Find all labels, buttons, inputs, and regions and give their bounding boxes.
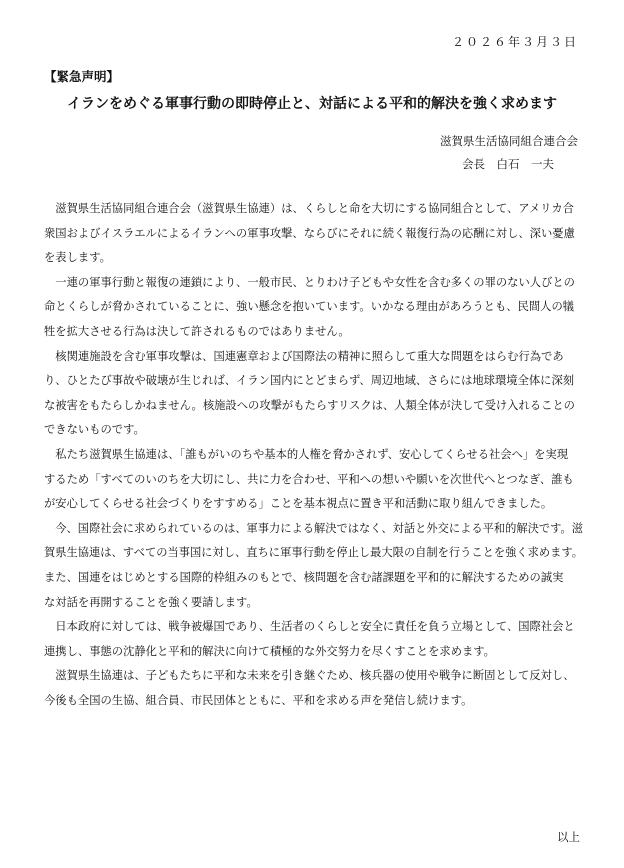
- body-line: 核関連施設を含む軍事攻撃は、国連憲章および国際法の精神に照らして重大な問題をはらむ行為であ: [55, 349, 564, 363]
- body-line: 牲を拡大させる行為は決して許されるものではありません。: [44, 324, 350, 338]
- body-line: また、国連をはじめとする国際的枠組みのもとで、核問題を含む諸課題を平和的に解決するための誠実: [44, 570, 564, 584]
- body-line: 滋賀県生協連は、子どもたちに平和な未来を引き継ぐため、核兵器の使用や戦争に断固として反対し、: [55, 669, 575, 683]
- body-line: 連携し、事態の沈静化と平和的解決に向けて積極的な外交努力を尽くすことを求めます。: [44, 644, 495, 658]
- organization-name: 滋賀県生活協同組合連合会: [440, 134, 578, 148]
- closing-mark: 以上: [557, 830, 580, 844]
- body-line: が安心してくらせる社会づくりをすすめる」ことを基本視点に置き平和活動に取り組んできました。: [44, 497, 553, 511]
- body-line: 今、国際社会に求められているのは、軍事力による解決ではなく、対話と外交による平和的解決です。滋: [55, 521, 583, 535]
- body-line: 一連の軍事行動と報復の連鎖により、一般市民、とりわけ子どもや女性を含む多くの罪のない人びとの: [55, 275, 575, 289]
- body-line: な対話を再開することを強く要請します。: [44, 595, 258, 609]
- body-line: を表します。: [44, 251, 111, 265]
- body-line: 今後も全国の生協、組合員、市民団体とともに、平和を求める声を発信し続けます。: [44, 693, 473, 707]
- statement-body: [44, 197, 584, 713]
- statement-title: イランをめぐる軍事行動の即時停止と、対話による平和的解決を強く求めます: [67, 96, 557, 112]
- statement-date: ２０２６年３月３日: [451, 35, 578, 49]
- body-line: な被害をもたらしかねません。核施設への攻撃がもたらすリスクは、人類全体が決して受け入れることの: [44, 398, 575, 412]
- body-line: 滋賀県生活協同組合連合会（滋賀県生協連）は、くらしと命を大切にする協同組合として、アメリカ合: [55, 202, 574, 215]
- body-line: 日本政府に対しては、戦争被爆国であり、生活者のくらしと安全に責任を負う立場として、国際社会と: [55, 620, 575, 634]
- body-line: 命とくらしが脅かされていることに、強い懸念を抱いています。いかなる理由があろうとも、民間人の犠: [44, 300, 575, 314]
- signer-name: 会長 白石 一夫: [462, 157, 554, 171]
- body-line: するため「すべてのいのちを大切にし、共に力を合わせ、平和への想いや願いを次世代へとつなぎ、誰も: [44, 472, 574, 486]
- urgent-statement-tag: 【緊急声明】: [44, 69, 120, 84]
- body-line: り、ひとたび事故や破壊が生じれば、イラン国内にとどまらず、周辺地域、さらには地球環境全体に深刻: [44, 374, 575, 388]
- body-line: できないものです。: [44, 423, 145, 437]
- body-line: 衆国およびイスラエルによるイランへの軍事攻撃、ならびにそれに続く報復行為の応酬に対し、深い憂慮: [44, 226, 575, 240]
- body-line: 私たち滋賀県生協連は、「誰もがいのちや基本的人権を脅かされず、安心してくらせる社会へ」を実現: [55, 447, 569, 461]
- body-line: 賀県生協連は、すべての当事国に対し、直ちに軍事行動を停止し最大限の自制を行うことを強く求めます。: [44, 546, 583, 560]
